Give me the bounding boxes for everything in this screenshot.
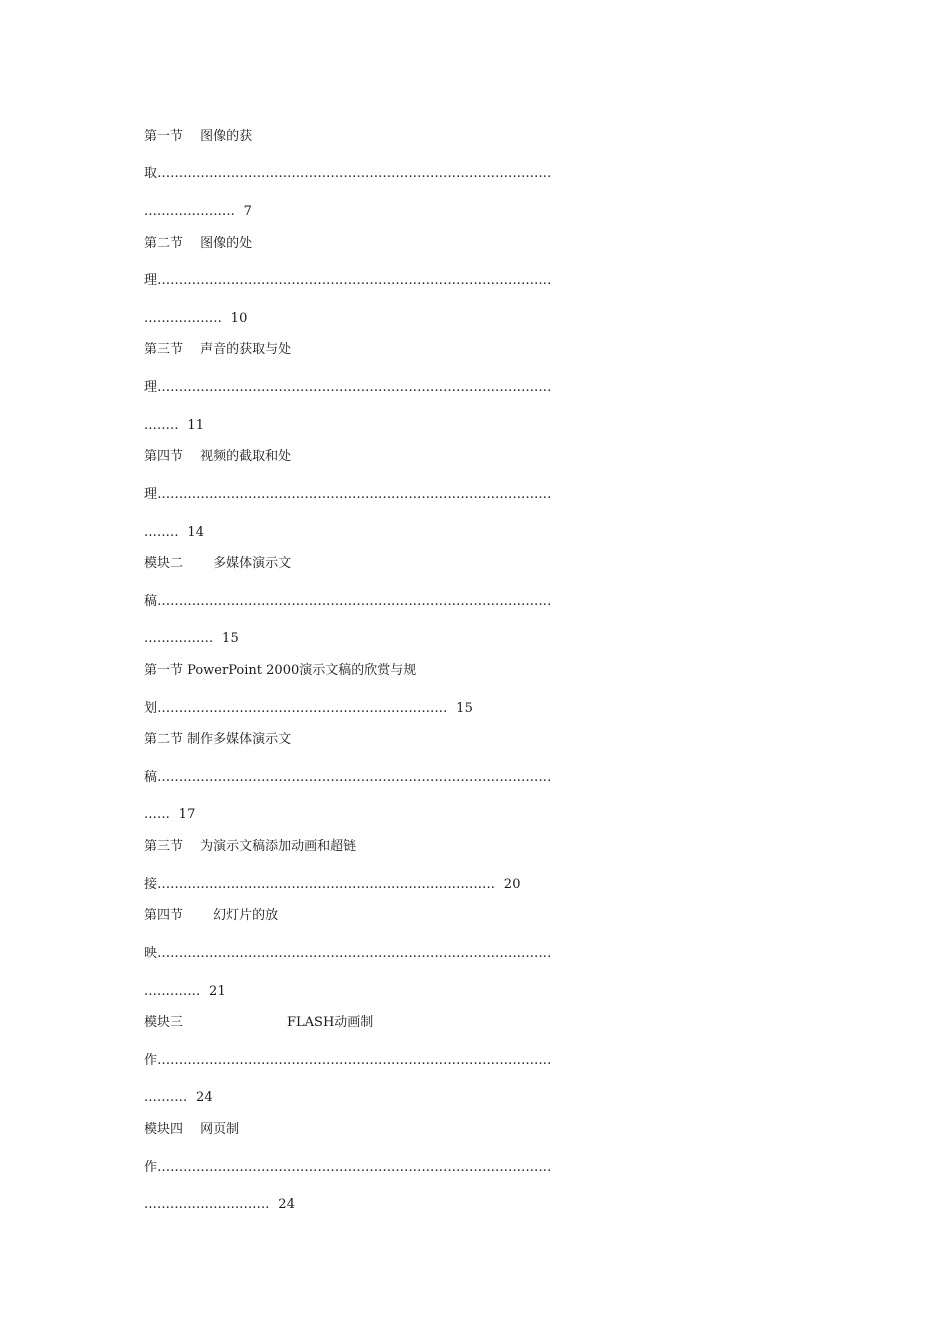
toc-entry-title[interactable]: 第一节 PowerPoint 2000演示文稿的欣赏与规 xyxy=(144,663,417,678)
toc-entry-title[interactable]: 第三节 为演示文稿添加动画和超链 xyxy=(144,839,357,854)
toc-entry-page: ........ 14 xyxy=(144,525,205,540)
toc-entry-title[interactable]: 第四节 幻灯片的放 xyxy=(144,908,279,923)
toc-entry-leader: 稿........................................................................................... xyxy=(144,594,552,609)
toc-entry-title[interactable]: 第四节 视频的截取和处 xyxy=(144,449,292,464)
toc-entry-title[interactable]: 第二节 图像的处 xyxy=(144,236,253,251)
toc-entry-leader: 划................................................................... 15 xyxy=(144,701,474,716)
toc-entry-page: ...... 17 xyxy=(144,807,196,822)
toc-entry-leader: 映........................................................................................... xyxy=(144,946,552,961)
toc-entry-leader: 接.............................................................................. 20 xyxy=(144,877,521,892)
toc-entry-title[interactable]: 第二节 制作多媒体演示文 xyxy=(144,732,292,747)
toc-entry-page: .......... 24 xyxy=(144,1090,213,1105)
toc-entry-title[interactable]: 模块二 多媒体演示文 xyxy=(144,556,292,571)
toc-entry-page: ..................... 7 xyxy=(144,204,253,219)
toc-entry-page: ................ 15 xyxy=(144,631,239,646)
toc-entry-leader: 作........................................................................................... xyxy=(144,1053,552,1068)
toc-entry-title[interactable]: 第一节 图像的获 xyxy=(144,129,253,144)
toc-entry-page: .................. 10 xyxy=(144,311,248,326)
toc-entry-leader: 理........................................................................................... xyxy=(144,273,552,288)
toc-entry-page: ........ 11 xyxy=(144,418,205,433)
toc-entry-leader: 理........................................................................................... xyxy=(144,380,552,395)
toc-entry-title[interactable]: 模块四 网页制 xyxy=(144,1122,240,1137)
toc-entry-leader: 取........................................................................................... xyxy=(144,166,552,181)
toc-entry-leader: 稿........................................................................................... xyxy=(144,770,552,785)
toc-entry-title[interactable]: 模块三 FLASH动画制 xyxy=(144,1015,374,1030)
toc-entry-page: ............. 21 xyxy=(144,984,226,999)
toc-entry-leader: 理........................................................................................... xyxy=(144,487,552,502)
toc-entry-leader: 作........................................................................................... xyxy=(144,1160,552,1175)
toc-entry-title[interactable]: 第三节 声音的获取与处 xyxy=(144,342,292,357)
toc-entry-page: ............................. 24 xyxy=(144,1197,296,1212)
